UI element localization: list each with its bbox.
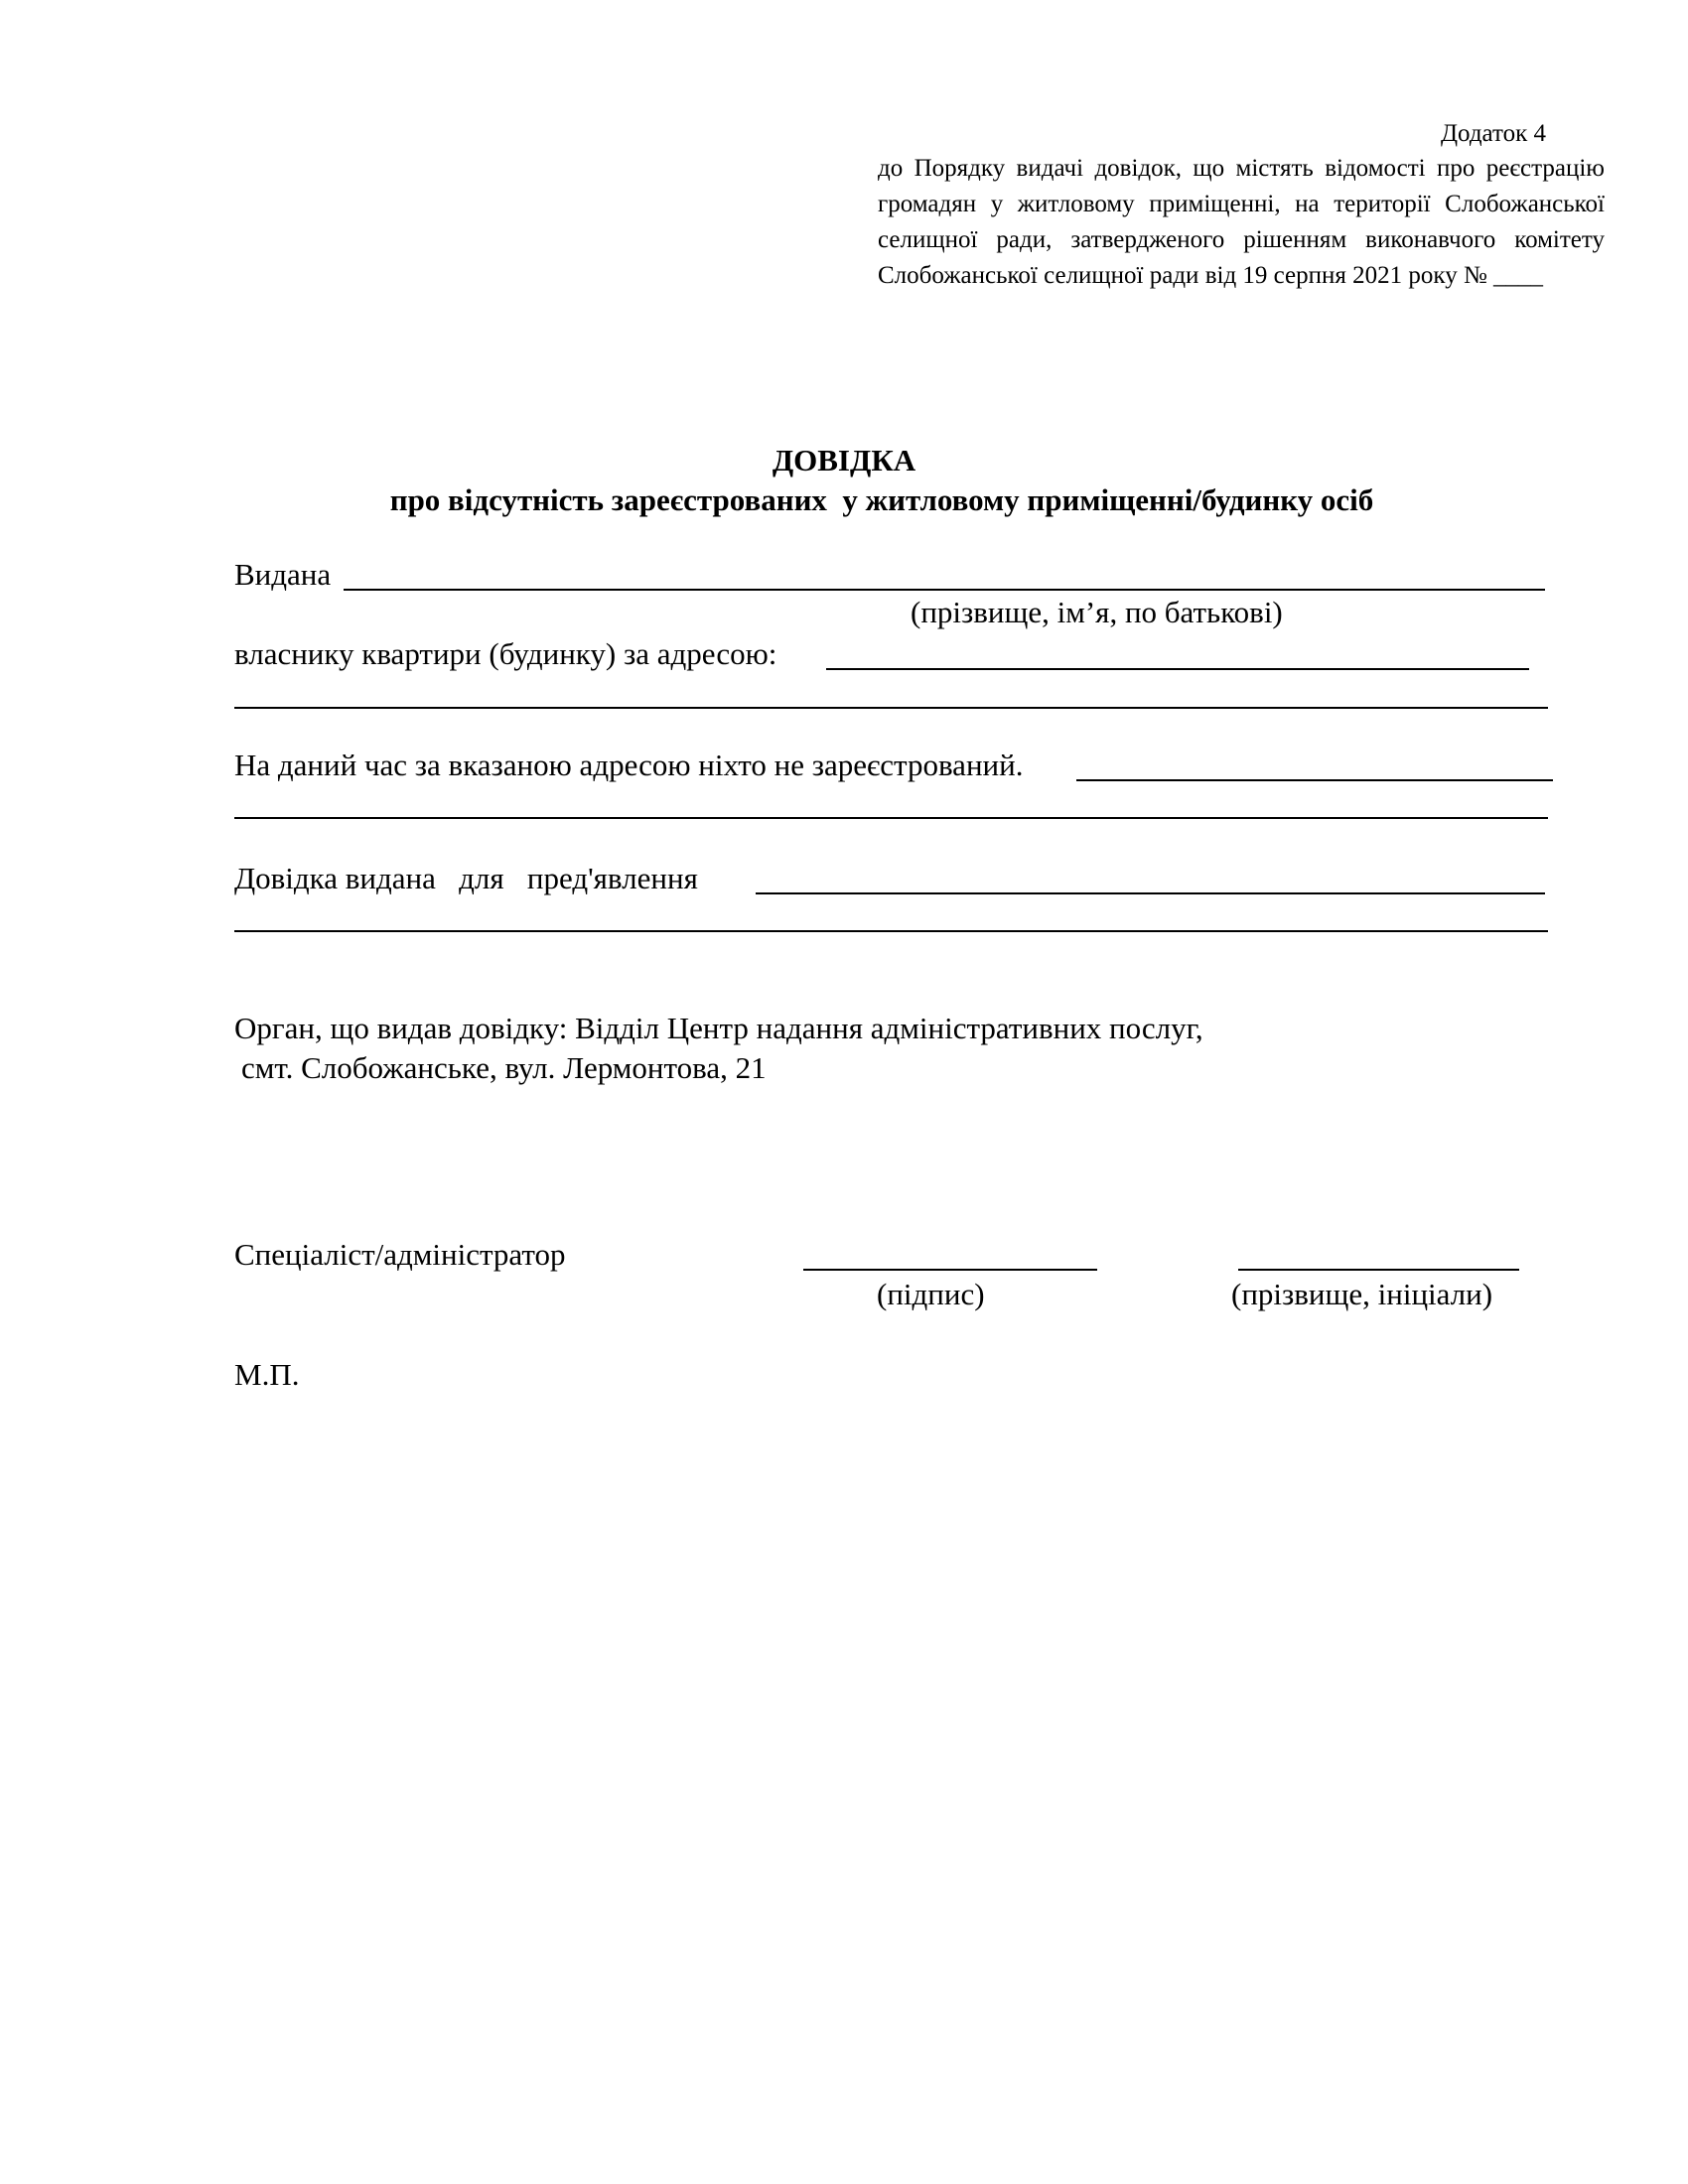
signature-line[interactable] [803, 1269, 1097, 1271]
issued-for-line[interactable] [756, 892, 1545, 894]
no-registered-line-2[interactable] [234, 817, 1548, 819]
issued-to-label: Видана [234, 557, 332, 592]
issued-for-label: Довідка видана для пред'явлення [234, 861, 698, 895]
annex-number: Додаток 4 [1441, 120, 1546, 147]
owner-address-label: власнику квартири (будинку) за адресою: [234, 636, 777, 671]
stamp-place-label: М.П. [234, 1357, 300, 1392]
owner-address-line-2[interactable] [234, 707, 1548, 709]
issued-to-line[interactable] [344, 589, 1545, 591]
no-registered-text: На даний час за вказаною адресою ніхто не зареєстрований. [234, 748, 1024, 782]
annex-reference-text: до Порядку видачі довідок, що містять відомості про реєстрацію громадян у житловому приміщенні, на території Слобожанської селищної ради, затвердженого рішенням виконавчого комітету Слобожанської селищної ради від 19 серпня 2021 року № ____ [878, 155, 1605, 289]
issued-for-line-2[interactable] [234, 930, 1548, 932]
issuing-authority-line-2: смт. Слобожанське, вул. Лермонтова, 21 [241, 1050, 767, 1085]
issuing-authority-line-1: Орган, що видав довідку: Відділ Центр надання адміністративних послуг, [234, 1011, 1203, 1045]
signature-hint: (підпис) [877, 1277, 985, 1311]
owner-address-line[interactable] [826, 668, 1529, 670]
document-title: ДОВІДКА [772, 443, 916, 478]
name-initials-line[interactable] [1238, 1269, 1519, 1271]
specialist-role-label: Спеціаліст/адміністратор [234, 1237, 566, 1272]
document-subtitle: про відсутність зареєстрованих у житловому приміщенні/будинку осіб [389, 482, 1374, 517]
name-initials-hint: (прізвище, ініціали) [1231, 1277, 1493, 1311]
issued-to-hint: (прізвище, ім’я, по батькові) [911, 595, 1283, 629]
no-registered-line[interactable] [1076, 779, 1553, 781]
